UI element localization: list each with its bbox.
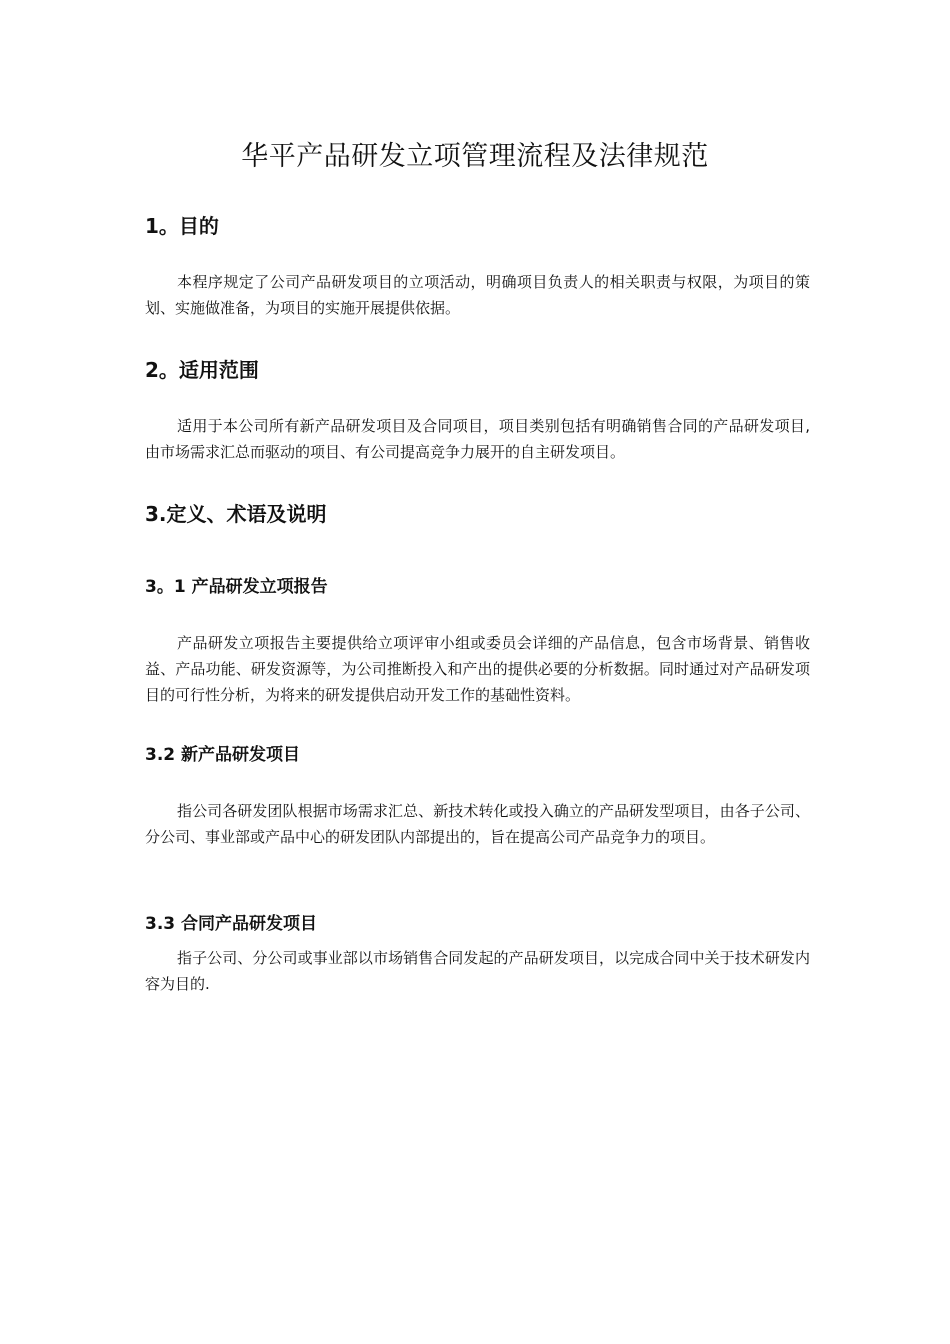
- subsection-heading-contract-product: 3.3 合同产品研发项目: [145, 914, 318, 934]
- section-heading-definitions: 3.定义、术语及说明: [145, 502, 327, 526]
- section-paragraph-purpose: 本程序规定了公司产品研发项目的立项活动，明确项目负责人的相关职责与权限，为项目的策划、实施做准备，为项目的实施开展提供依据。: [145, 273, 810, 317]
- document-title: 华平产品研发立项管理流程及法律规范: [241, 141, 709, 172]
- section-paragraph-scope: 适用于本公司所有新产品研发项目及合同项目，项目类别包括有明确销售合同的产品研发项目,由市场需求汇总而驱动的项目、有公司提高竞争力展开的自主研发项目。: [145, 417, 810, 461]
- subsection-heading-report: 3。1 产品研发立项报告: [145, 577, 328, 597]
- subsection-paragraph-report: 产品研发立项报告主要提供给立项评审小组或委员会详细的产品信息，包含市场背景、销售收益、产品功能、研发资源等，为公司推断投入和产出的提供必要的分析数据。同时通过对产品研发项目的可行性分析，为将来的研发提供启动开发工作的基础性资料。: [145, 634, 810, 704]
- subsection-paragraph-contract-product: 指子公司、分公司或事业部以市场销售合同发起的产品研发项目，以完成合同中关于技术研发内容为目的.: [145, 949, 810, 993]
- subsection-paragraph-new-product: 指公司各研发团队根据市场需求汇总、新技术转化或投入确立的产品研发型项目，由各子公司、分公司、事业部或产品中心的研发团队内部提出的，旨在提高公司产品竞争力的项目。: [145, 802, 810, 846]
- section-heading-purpose: 1。目的: [145, 214, 219, 238]
- section-heading-scope: 2。适用范围: [145, 358, 259, 382]
- subsection-heading-new-product: 3.2 新产品研发项目: [145, 745, 301, 765]
